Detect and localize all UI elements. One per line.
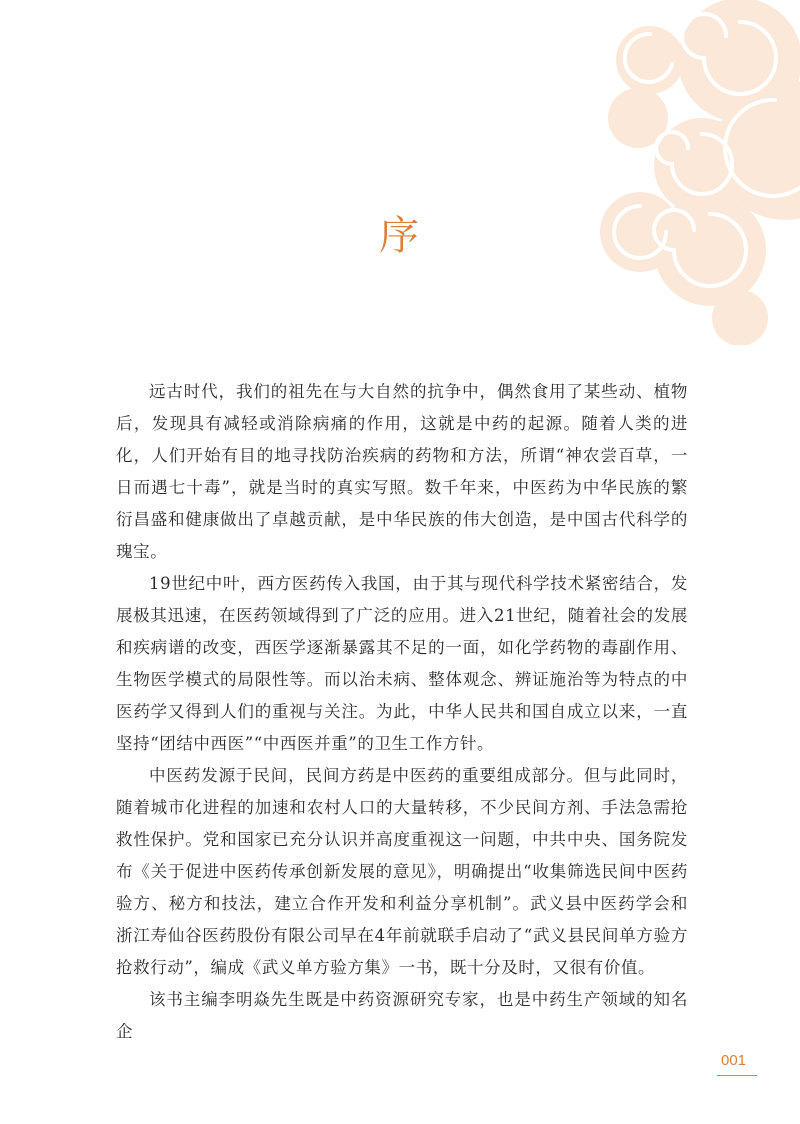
paragraph: 19世纪中叶，西方医药传入我国，由于其与现代科学技术紧密结合，发展极其迅速，在医药领域得到了广泛的应用。进入21世纪，随着社会的发展和疾病谱的改变，西医学逐渐暴露其不足的一面，如化学药物的毒副作用、生物医学模式的局限性等。而以治未病、整体观念、辨证施治等为特点的中医药学又得到人们的重视与关注。为此，中华人民共和国自成立以来，一直坚持“团结中西医”“中西医并重”的卫生工作方针。 — [116, 574, 688, 753]
paragraph: 远古时代，我们的祖先在与大自然的抗争中，偶然食用了某些动、植物后，发现具有减轻或消除病痛的作用，这就是中药的起源。随着人类的进化，人们开始有目的地寻找防治疾病的药物和方法，所谓“神农尝百草，一日而遇七十毒”，就是当时的真实写照。数千年来，中医药为中华民族的繁衍昌盛和健康做出了卓越贡献，是中华民族的伟大创造，是中国古代科学的瑰宝。 — [116, 382, 688, 561]
auspicious-cloud-icon — [590, 0, 800, 345]
paragraph: 中医药发源于民间，民间方药是中医药的重要组成部分。但与此同时，随着城市化进程的加速和农村人口的大量转移，不少民间方剂、手法急需抢救性保护。党和国家已充分认识并高度重视这一问题，中共中央、国务院发布《关于促进中医药传承创新发展的意见》，明确提出“收集筛选民间中医药验方、秘方和技法，建立合作开发和利益分享机制”。武义县中医药学会和浙江寿仙谷医药股份有限公司早在4年前就联手启动了“武义县民间单方验方抢救行动”，编成《武义单方验方集》一书，既十分及时，又很有价值。 — [116, 766, 688, 977]
page-title: 序 — [379, 213, 421, 259]
page-number-rule — [717, 1075, 757, 1076]
paragraph: 该书主编李明焱先生既是中药资源研究专家，也是中药生产领域的知名企 — [116, 990, 688, 1041]
page-number: 001 — [721, 1052, 747, 1069]
preface-body — [116, 376, 688, 1048]
